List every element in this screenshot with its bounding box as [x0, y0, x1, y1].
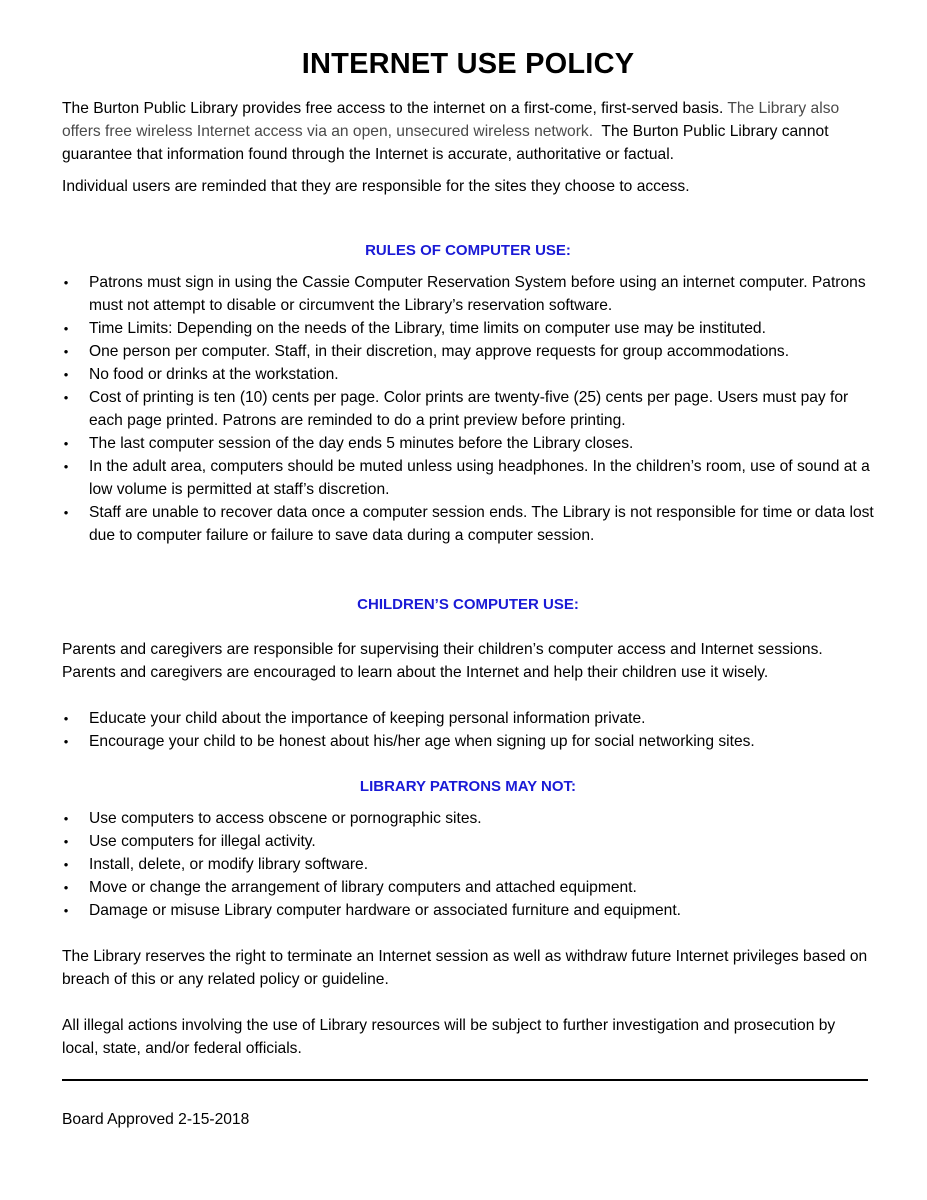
list-item [62, 899, 874, 922]
list-item [62, 730, 874, 753]
bullet-icon: • [63, 275, 69, 290]
list-item-text: One person per computer. Staff, in their discretion, may approve requests for group accommodations. [89, 343, 790, 360]
list-item-text: Use computers for illegal activity. [89, 833, 316, 850]
intro-sentence-2: The Library also offers free wireless Internet access via an open, unsecured wireless network. [62, 100, 840, 140]
prohibited-heading: LIBRARY PATRONS MAY NOT: [359, 778, 577, 795]
bullet-icon: • [63, 857, 69, 872]
children-paragraph: Parents and caregivers are responsible for supervising their children’s computer access and Internet sessions. Parents and caregivers are encouraged to learn about the Internet and help their children use it wisely. [62, 641, 823, 681]
list-item [62, 271, 874, 317]
bullet-icon: • [63, 321, 69, 336]
policy-document [62, 44, 874, 1060]
bullet-icon: • [63, 811, 69, 826]
termination-paragraph: The Library reserves the right to terminate an Internet session as well as withdraw future Internet privileges based on breach of this or any related policy or guideline. [62, 948, 868, 988]
list-item [62, 363, 874, 386]
bullet-icon: • [63, 390, 69, 405]
intro-sentence-1: The Burton Public Library provides free access to the internet on a first-come, first-served basis. [62, 100, 724, 117]
bullet-icon: • [63, 459, 69, 474]
illegal-actions-paragraph: All illegal actions involving the use of Library resources will be subject to further investigation and prosecution by local, state, and/or federal officials. [62, 1017, 836, 1057]
bullet-icon: • [63, 834, 69, 849]
list-item [62, 853, 874, 876]
list-item-text: No food or drinks at the workstation. [89, 366, 339, 383]
list-item [62, 455, 874, 501]
bullet-icon: • [63, 436, 69, 451]
list-item [62, 501, 874, 547]
bullet-icon: • [63, 711, 69, 726]
list-item-text: In the adult area, computers should be muted unless using headphones. In the children’s room, use of sound at a low volume is permitted at staff’s discretion. [89, 458, 870, 498]
list-item-text: Patrons must sign in using the Cassie Computer Reservation System before using an internet computer. Patrons must not attempt to disable or circumvent the Library’s reservation software. [89, 274, 866, 314]
horizontal-divider [62, 1079, 868, 1081]
rules-heading: RULES OF COMPUTER USE: [365, 242, 571, 259]
list-item-text: Install, delete, or modify library software. [89, 856, 369, 873]
list-item-text: Staff are unable to recover data once a computer session ends. The Library is not responsible for time or data lost due to computer failure or failure to save data during a computer session. [89, 504, 874, 544]
list-item-text: Use computers to access obscene or pornographic sites. [89, 810, 482, 827]
responsibility-paragraph: Individual users are reminded that they are responsible for the sites they choose to access. [62, 178, 690, 195]
bullet-icon: • [63, 880, 69, 895]
list-item [62, 386, 874, 432]
bullet-icon: • [63, 344, 69, 359]
prohibited-list [62, 807, 874, 922]
list-item-text: Damage or misuse Library computer hardware or associated furniture and equipment. [89, 902, 681, 919]
intro-paragraph [62, 97, 874, 166]
bullet-icon: • [63, 505, 69, 520]
approval-footer: Board Approved 2-15-2018 [62, 1111, 250, 1128]
list-item [62, 876, 874, 899]
list-item [62, 807, 874, 830]
list-item-text: Cost of printing is ten (10) cents per page. Color prints are twenty-five (25) cents per page. Users must pay for each page printed. Patrons are reminded to do a print preview before printing. [89, 389, 849, 429]
bullet-icon: • [63, 734, 69, 749]
children-heading: CHILDREN’S COMPUTER USE: [357, 596, 579, 613]
bullet-icon: • [63, 903, 69, 918]
list-item [62, 317, 874, 340]
list-item [62, 707, 874, 730]
list-item-text: Encourage your child to be honest about his/her age when signing up for social networking sites. [89, 733, 755, 750]
rules-list [62, 271, 874, 547]
bullet-icon: • [63, 367, 69, 382]
list-item [62, 432, 874, 455]
page-title: INTERNET USE POLICY [301, 48, 635, 80]
intro-sentence-3: The Burton Public Library cannot guarantee that information found through the Internet is accurate, authoritative or factual. [62, 123, 829, 163]
list-item-text: The last computer session of the day ends 5 minutes before the Library closes. [89, 435, 634, 452]
list-item [62, 830, 874, 853]
list-item-text: Move or change the arrangement of library computers and attached equipment. [89, 879, 637, 896]
list-item [62, 340, 874, 363]
list-item-text: Educate your child about the importance of keeping personal information private. [89, 710, 646, 727]
list-item-text: Time Limits: Depending on the needs of the Library, time limits on computer use may be instituted. [89, 320, 766, 337]
children-list [62, 707, 874, 753]
